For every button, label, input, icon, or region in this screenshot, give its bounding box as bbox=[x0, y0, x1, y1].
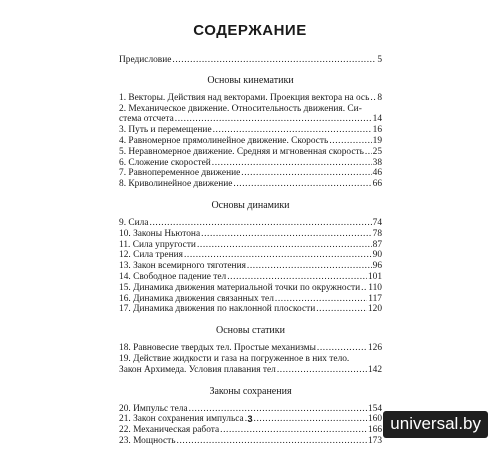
toc-entry-title: 5. Неравномерное движение. Средняя и мгновенная скорость bbox=[119, 146, 364, 157]
toc-entry-title-cont: стема отсчета bbox=[119, 114, 174, 125]
toc-entry bbox=[119, 240, 382, 251]
toc-entry-preface bbox=[119, 55, 382, 66]
toc-entry bbox=[119, 114, 382, 125]
toc-entry-title: 14. Свободное падение тел bbox=[119, 271, 227, 282]
leader-dots bbox=[233, 179, 371, 190]
toc-entry-page: 8 bbox=[377, 92, 382, 103]
toc-entry bbox=[119, 304, 382, 315]
leader-dots bbox=[212, 158, 372, 169]
section-heading-dynamics: Основы динамики bbox=[211, 199, 290, 211]
toc-entry-title: 10. Законы Ньютона bbox=[119, 228, 201, 239]
toc-entry-title: 22. Механическая работа bbox=[119, 425, 220, 436]
toc-entry-title: 16. Динамика движения связанных тел bbox=[119, 293, 274, 304]
toc-entry bbox=[119, 436, 382, 447]
leader-dots bbox=[177, 436, 367, 447]
leader-dots bbox=[201, 229, 372, 240]
toc-entry-title: 21. Закон сохранения импульса bbox=[119, 414, 244, 425]
toc-entry-page: 16 bbox=[372, 125, 382, 136]
toc-entry-title: 4. Равномерное прямолинейное движение. Скорость bbox=[119, 135, 329, 146]
toc-entry bbox=[119, 136, 382, 147]
toc-entry-page: 160 bbox=[367, 414, 382, 425]
toc-entry bbox=[119, 261, 382, 272]
section-heading-statics: Основы статики bbox=[216, 325, 285, 337]
leader-dots bbox=[241, 168, 371, 179]
table-of-contents bbox=[119, 55, 382, 447]
toc-entry bbox=[119, 125, 382, 136]
leader-dots bbox=[247, 261, 372, 272]
toc-entry bbox=[119, 272, 382, 283]
leader-dots bbox=[329, 136, 371, 147]
watermark-logo: universal.by bbox=[383, 411, 488, 438]
toc-entry-page: 19 bbox=[372, 135, 382, 146]
toc-entry-title: 11. Сила упругости bbox=[119, 239, 196, 250]
toc-entry-page: 38 bbox=[372, 157, 382, 168]
toc-entry-page: 96 bbox=[372, 261, 382, 272]
toc-entry-page: 87 bbox=[372, 239, 382, 250]
leader-dots bbox=[197, 240, 372, 251]
toc-entry-title: 6. Сложение скоростей bbox=[119, 157, 211, 168]
leader-dots bbox=[361, 283, 367, 294]
toc-entry-page: 173 bbox=[367, 435, 382, 446]
toc-entry-page: 5 bbox=[377, 55, 382, 65]
toc-entry bbox=[119, 250, 382, 261]
toc-entry-page: 101 bbox=[367, 271, 382, 282]
toc-entry bbox=[119, 218, 382, 229]
leader-dots bbox=[370, 93, 376, 104]
toc-entry bbox=[119, 147, 382, 158]
toc-entry-page: 25 bbox=[372, 146, 382, 157]
toc-entry-title: 12. Сила трения bbox=[119, 250, 183, 261]
leader-dots bbox=[227, 272, 367, 283]
toc-entry-page: 126 bbox=[367, 343, 382, 354]
toc-entry-title-line1: 19. Действие жидкости и газа на погруженное в них тело. bbox=[119, 353, 350, 364]
toc-entry-page: 120 bbox=[367, 304, 382, 315]
toc-entry-title: 23. Мощность bbox=[119, 435, 176, 446]
toc-entry-title: 8. Криволинейное движение bbox=[119, 179, 233, 190]
toc-entry-title: 15. Динамика движения материальной точки по окружности bbox=[119, 282, 361, 293]
section-heading-kinematics: Основы кинематики bbox=[207, 74, 294, 86]
toc-entry-page: 90 bbox=[372, 250, 382, 261]
toc-entry-page: 117 bbox=[368, 293, 382, 304]
toc-entry-title: 1. Векторы. Действия над векторами. Проекция вектора на ось bbox=[119, 92, 370, 103]
toc-entry-title: 20. Импульс тела bbox=[119, 403, 188, 414]
leader-dots bbox=[150, 218, 372, 229]
leader-dots bbox=[365, 147, 372, 158]
toc-entry-page: 74 bbox=[372, 217, 382, 228]
toc-entry-page: 78 bbox=[372, 228, 382, 239]
leader-dots bbox=[317, 343, 367, 354]
page-number: 3 bbox=[247, 414, 253, 424]
toc-entry-title: 3. Путь и перемещение bbox=[119, 125, 212, 136]
toc-entry bbox=[119, 168, 382, 179]
toc-entry bbox=[119, 425, 382, 436]
toc-entry-title-line1: 2. Механическое движение. Относительность движения. Си- bbox=[119, 103, 362, 114]
leader-dots bbox=[277, 365, 367, 376]
toc-entry-title: Предисловие bbox=[119, 55, 172, 65]
toc-entry bbox=[119, 93, 382, 104]
toc-entry-title: 18. Равновесие твердых тел. Простые механизмы bbox=[119, 343, 316, 354]
leader-dots bbox=[275, 294, 367, 305]
toc-entry bbox=[119, 404, 382, 415]
toc-entry-title: 7. Равнопеременное движение bbox=[119, 168, 241, 179]
toc-entry-page: 46 bbox=[372, 168, 382, 179]
toc-entry bbox=[119, 179, 382, 190]
leader-dots bbox=[175, 114, 372, 125]
toc-entry-title: 9. Сила bbox=[119, 217, 149, 228]
toc-entry bbox=[119, 283, 382, 294]
leader-dots bbox=[189, 404, 367, 415]
leader-dots bbox=[172, 55, 376, 66]
toc-entry bbox=[119, 294, 382, 305]
toc-entry bbox=[119, 229, 382, 240]
toc-entry bbox=[119, 343, 382, 354]
leader-dots bbox=[184, 250, 372, 261]
toc-entry-page: 166 bbox=[367, 425, 382, 436]
toc-entry-title: 17. Динамика движения по наклонной плоскости bbox=[119, 304, 316, 315]
toc-entry-page: 142 bbox=[367, 364, 382, 375]
toc-entry bbox=[119, 158, 382, 169]
section-heading-conservation: Законы сохранения bbox=[209, 385, 292, 397]
toc-entry-page: 66 bbox=[372, 179, 382, 190]
leader-dots bbox=[213, 125, 372, 136]
page-title: СОДЕРЖАНИЕ bbox=[193, 22, 307, 39]
toc-entry-page: 110 bbox=[368, 282, 382, 293]
toc-entry-title: 13. Закон всемирного тяготения bbox=[119, 261, 246, 272]
toc-entry bbox=[119, 365, 382, 376]
toc-entry-page: 14 bbox=[372, 114, 382, 125]
leader-dots bbox=[316, 304, 367, 315]
toc-entry-page: 154 bbox=[367, 403, 382, 414]
toc-entry-title-cont: Закон Архимеда. Условия плавания тел bbox=[119, 364, 276, 375]
leader-dots bbox=[220, 425, 367, 436]
